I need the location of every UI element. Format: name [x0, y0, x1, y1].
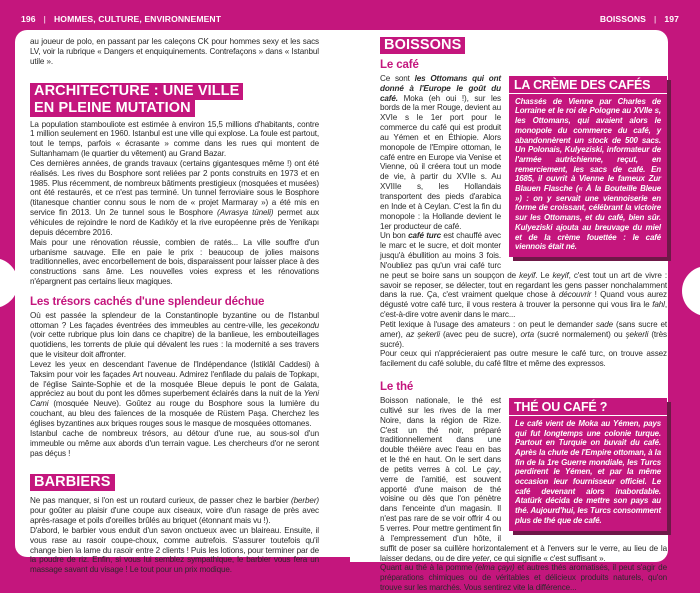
- box-body: Le café vient de Moka au Yémen, pays qui fut longtemps une colonie turque. Partout en Turquie on buvait du café. Après la chute de l'Empire ottoman, à la fin de la 1re Guerre mondiale, les Turcs perdirent le Yémen, et par la même occasion leur fournisseur officiel. Le café devenant alors inabordable. Atatürk décida de mettre son pays au thé. Aujourd'hui, les Turcs consomment plus de thé que de café.: [515, 418, 661, 525]
- text-run: les Ottomans qui ont donné à l'Europe le goût du café.: [380, 73, 501, 103]
- text-run: D'abord, le barbier vous enduit d'un savon onctueux avec un blaireau. Ensuite, il vous rase au rasoir coupe-choux, comme autrefois. S'assurer toutefois qu'il change bien la lame du rasoir entre 2 clients ! Puis les lotions, pour terminer par de la poudre de riz. Enfin, si vous lui semblez sympathique, le barbier vous fera un massage savant du visage ! Le tout pour un prix modique.: [30, 525, 319, 575]
- paragraph: [380, 320, 667, 350]
- text-run: gecekondu: [280, 320, 319, 330]
- text-run: (berber): [291, 496, 319, 506]
- paragraph: [30, 159, 319, 238]
- thumb-tab-right: [682, 266, 700, 316]
- box-title: THÉ OU CAFÉ ?: [509, 400, 667, 416]
- text-run: Istanbul cache de nombreux trésors, au détour d'une rue, au sous-sol d'un immeuble ou même aux abords d'un terrain vague. Les chercheurs d'or ne seront pas déçus !: [30, 428, 319, 458]
- text-run: Où est passée la splendeur de la Constantinople byzantine ou de l'Istanbul ottoman ? Les façades éventrées des immeubles au centre-ville, les: [30, 310, 319, 330]
- the-heading: Le thé: [380, 381, 414, 394]
- text-run: yeter: [472, 553, 490, 563]
- text-run: découvrir: [558, 290, 592, 300]
- paragraph: [30, 37, 319, 67]
- text-run: permet aux véhicules de rejoindre le nord de Kadıköy et la rive européenne près de Yenikapı depuis décembre 2016.: [30, 208, 319, 237]
- paragraph: [30, 496, 319, 526]
- text-run: çay: [486, 464, 499, 474]
- left-column: [30, 37, 319, 575]
- right-running-header: [600, 14, 679, 24]
- text-run: keyif: [519, 270, 536, 280]
- text-run: Mais pour une rénovation réussie, combien de ratés... La ville souffre d'un urbanisme sauvage. Elle en paie le prix : beaucoup de jolies maisons traditionnelles, avec encorbellement de bois, disparaissent pour laisser place à des constructions sans âme. Les nouvelles voies express et les rénovations n'épargnent pas certains lieux magiques.: [30, 237, 319, 287]
- text-run: (sans sucre et amer),: [380, 319, 667, 339]
- text-run: (Avrasya tüneli): [217, 208, 274, 218]
- text-run: Levez les yeux en descendant l'avenue de l'Indépendance (İstiklâl Caddesi) à Taksim pour voir les façades Art nouveau. Admirez l'enfilade du palais de Topkapı, de l'église Sainte-Sophie et de la mosquée Bleue depuis le pont de Galata, appréciez au bout du pont les dômes superbement éclairés dans la nuit de la: [30, 359, 319, 399]
- text-run: , verre de l'amitié, est souvent apporté d'une maison de thé voisine ou dès que l'on pénètre dans l'enceinte d'un magasin. Il n'est pas rare de se voir offrir 4 ou 5 verres. Pour mettre gentiment fin à l'empressement d'un hôte, il suffit de poser sa cuillère horizontalement et à l'envers sur le verre, au lieu de la laisser dedans, ou de dire: [380, 464, 667, 563]
- text-run: , c'est tout un art de vivre : savoir se reposer, se délecter, tout en regardant les gens passer nonchalamment dans la rue. Ça, c'est vraiment quelque chose à: [380, 270, 667, 300]
- text-run: Quant au thé à la pomme: [380, 563, 476, 573]
- header-separator: |: [654, 14, 657, 24]
- text-run: Pour ceux qui n'apprécieraient pas outre mesure le café turc, on trouve assez facilement du café soluble, du café filtre et même des expressos.: [380, 349, 667, 369]
- text-run: Boisson nationale, le thé est cultivé sur les rives de la mer Noire, dans la région de Rize. C'est un thé noir, préparé traditionnellement dans une double théière avec l'eau en bas et le thé en haut. On le sert dans de petits verres à col. Le: [380, 396, 501, 474]
- text-run: sade: [595, 319, 614, 329]
- text-run: café turc: [408, 231, 442, 241]
- text-run: . Le: [535, 270, 553, 280]
- text-run: , ce qui signifie « c'est suffisant ».: [489, 553, 606, 563]
- text-run: Ce sont: [380, 73, 415, 83]
- text-run: Ne pas manquer, si l'on est un routard curieux, de passer chez le barbier: [30, 496, 292, 506]
- text-run: La population stambouliote est estimée à environ 15,5 millions d'habitants, contre 1 million seulement en 1960. Istanbul est une ville qui explose. La foule est partout, tout le temps, parfois « écrasante » comme dans les rues qui montent de Sultanhamam (le quartier du vêtement) au Grand Bazar.: [30, 119, 319, 159]
- paragraph: [30, 238, 319, 287]
- boissons-heading: BOISSONS: [380, 37, 465, 54]
- text-run: ! Quand vous aurez dégusté votre café turc, il vous restera à trouver la personne qui vous lira le: [380, 290, 667, 310]
- text-run: (très sucré).: [380, 329, 667, 349]
- text-run: az şekerli: [405, 329, 440, 339]
- box-title: LA CRÈME DES CAFÉS: [509, 78, 667, 94]
- the-ou-cafe-box: [509, 398, 667, 531]
- text-run: , c'est-à-dire votre avenir dans le marc...: [380, 300, 667, 320]
- architecture-heading-line1: ARCHITECTURE : UNE VILLE: [30, 83, 243, 100]
- text-run: au joueur de polo, en passant par les caleçons CK pour hommes sexy et les sacs LV, voir la rubrique « Dangers et enquiquinements. Contrefaçons » dans « Istanbul utile ».: [30, 37, 319, 66]
- paragraph: [30, 429, 319, 459]
- text-run: Ces dernières années, de grands travaux (certains gigantesques même !) ont été réalisés. Les rives du Bosphore sont reliées par 2 ponts construits en 1973 et en 1985. Plus récemment, de nombreux bâtiments prestigieux (mosquées et musées) ont été restaurés, et ce n'est pas terminé. Un tunnel ferroviaire sous le Bosphore (titanesque chantier connu sous le nom de « projet Marmaray ») a été mis en service fin 2013. Un 2e tunnel sous le Bosphore: [30, 158, 319, 218]
- text-run: et autres thés aromatisés, il peut s'agir de préparations chimiques ou de véritables et délicieux produits naturels, qu'on trouve sur les marchés. Vous sentirez vite la différence...: [380, 563, 667, 593]
- text-run: (mosquée Neuve). Goûtez au rouge du Bosphore sous la lumière du couchant, au bleu des faïences de la mosquée de Rüstem Paşa. Cherchez les églises byzantines aux briques rouges sous le masque de mosquées ottomanes.: [30, 399, 319, 428]
- paragraph: [30, 311, 319, 360]
- cafe-heading: Le café: [380, 59, 419, 71]
- text-run: est chauffé avec le marc et le sucre, et doit monter jusqu'à ébullition au moins 3 fois. N'oubliez pas qu'un vrai café turc ne peut se boire sans un soupçon de: [380, 231, 520, 280]
- box-body: Chassés de Vienne par Charles de Lorraine et le roi de Pologne au XVIIe s, les Ottomans, qui avaient alors le monopole du commerce du café, y abandonnèrent un stock de 500 sacs. Un Polonais, Kulyeziski, informateur de l'armée autrichienne, reçut, en remerciement, les sacs de café. En 1685, il ouvrit à Vienne le fameux Zur Blauen Flasche (« À la Bouteille Bleue ») : on y servait une viennoiserie en forme de croissant, célébrant la victoire sur les Ottomans, et du café, bien sûr. Kulyeziski ajouta au breuvage du miel et de la crème fouettée : le café viennois était né.: [515, 96, 661, 252]
- text-run: (elma çayı): [475, 563, 515, 573]
- intro-text: [30, 37, 319, 67]
- paragraph: [30, 120, 319, 159]
- barbiers-heading: BARBIERS: [30, 474, 115, 491]
- paragraph: [30, 360, 319, 429]
- creme-des-cafes-box: [509, 76, 667, 257]
- text-run: fahl: [652, 300, 665, 310]
- left-running-header: [21, 14, 221, 24]
- text-run: pour goûter au plaisir d'une coupe aux ciseaux, voire d'un rasage de près avec après-rasage et poils d'oreilles brûlés au briquet (étonnant mais vu !).: [30, 506, 319, 526]
- text-run: (voir cette rubrique plus loin dans ce chapitre) de la banlieue, les embouteillages quotidiens, les torrents de pluie qui dévalent les rues : la modernité a ses travers que le visiteur doit affronter.: [30, 330, 319, 360]
- architecture-text: [30, 120, 319, 287]
- tresors-text: [30, 311, 319, 459]
- architecture-heading-line2: EN PLEINE MUTATION: [30, 100, 195, 117]
- text-run: Yeni Cami: [30, 389, 319, 409]
- text-run: (avec peu de sucre),: [439, 329, 521, 339]
- text-run: Petit lexique à l'usage des amateurs : on peut le demander: [380, 319, 596, 329]
- text-run: şekerli: [625, 329, 649, 339]
- section-title-right: BOISSONS: [599, 14, 647, 24]
- text-run: keyif: [552, 270, 569, 280]
- text-run: Moka (eh oui !), sur les bords de la mer Rouge, devient au XVIe s le 1er port pour le commerce du café qui est produit au Yémen et en Éthiopie. Alors monopole de l'Empire ottoman, le café entre en Europe via Venise et Vienne, où il créera tout un mode de vie, à partir du XVIIe s. Au XVIIIe s, les Hollandais transportent des pieds d'arabica en Inde et à Ceylan. C'est la fin du monopole : la Hollande devient le 1er producteur de café.: [380, 93, 501, 231]
- page-number-right: 197: [664, 14, 679, 24]
- text-run: orta: [520, 329, 534, 339]
- paragraph: [380, 349, 667, 369]
- section-title-left: HOMMES, CULTURE, ENVIRONNEMENT: [53, 14, 222, 24]
- paragraph: [30, 526, 319, 575]
- page-number-left: 196: [21, 14, 36, 24]
- header-separator: |: [43, 14, 46, 24]
- right-column: [380, 37, 667, 593]
- tresors-heading: Les trésors cachés d'une splendeur déchue: [30, 295, 265, 308]
- text-run: Un bon: [380, 231, 409, 241]
- text-run: (sucré normalement) ou: [534, 329, 626, 339]
- paragraph: [380, 563, 667, 593]
- barbiers-text: [30, 496, 319, 575]
